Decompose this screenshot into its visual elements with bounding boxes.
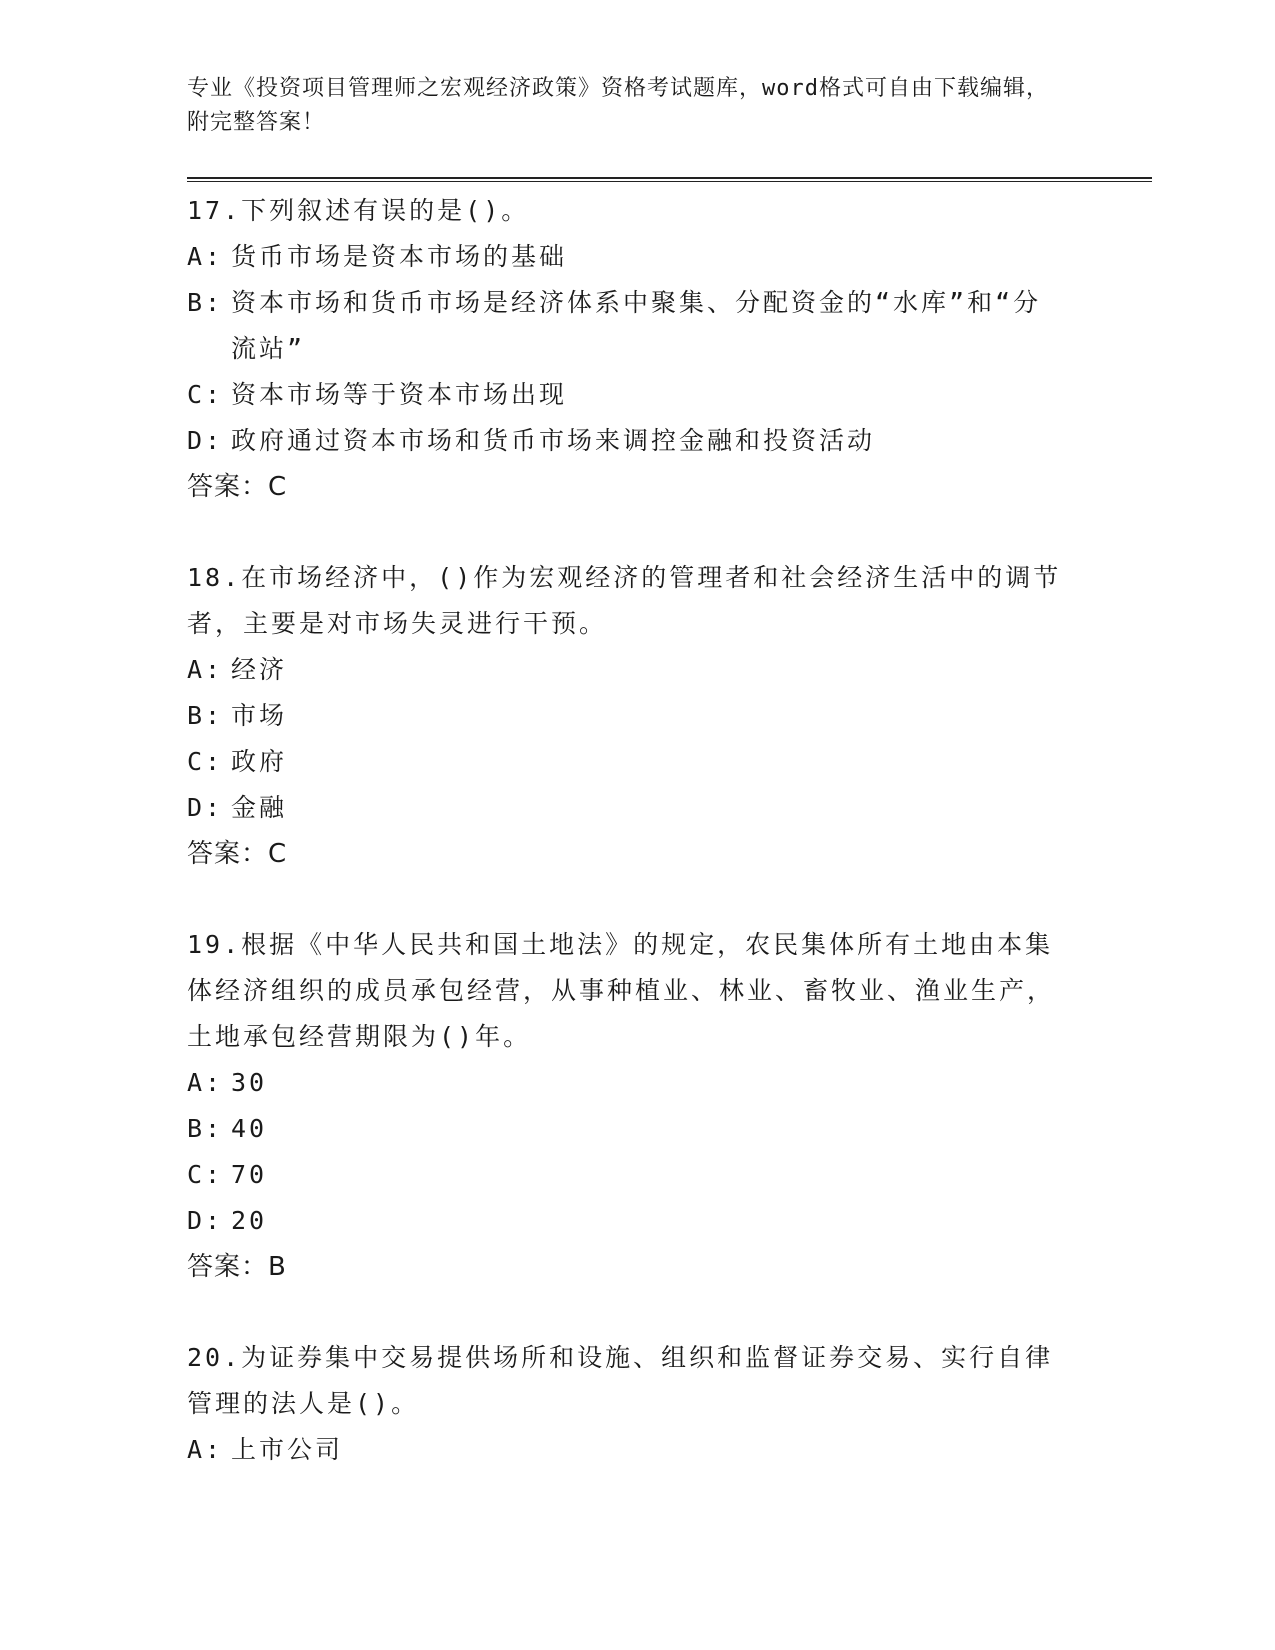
option-text: 货币市场是资本市场的基础 — [231, 242, 568, 271]
question-stem: 20.为证券集中交易提供场所和设施、组织和监督证券交易、实行自律管理的法人是()。 — [187, 1343, 1054, 1418]
option-a — [187, 1427, 1087, 1473]
question-19 — [187, 922, 1087, 1290]
option-a — [187, 1060, 1087, 1106]
option-d — [187, 418, 1087, 464]
answer-label: 答案：C — [187, 472, 288, 502]
option-text: 上市公司 — [231, 1435, 344, 1464]
option-key: B: — [187, 1114, 224, 1143]
question-18 — [187, 555, 1087, 877]
option-key: D: — [187, 1206, 224, 1235]
option-c — [187, 372, 1087, 418]
option-text: 金融 — [231, 793, 288, 822]
option-c — [187, 1152, 1087, 1198]
question-stem: 17.下列叙述有误的是()。 — [187, 196, 530, 225]
option-key: C: — [187, 1160, 224, 1189]
option-key: A: — [187, 655, 224, 684]
option-key: C: — [187, 747, 224, 776]
question-20 — [187, 1335, 1087, 1473]
question-list — [187, 188, 1087, 1518]
option-key: D: — [187, 426, 224, 455]
option-b — [187, 1106, 1087, 1152]
option-text: 经济 — [231, 655, 288, 684]
option-c — [187, 739, 1087, 785]
option-key: B: — [187, 288, 224, 317]
option-key: D: — [187, 793, 224, 822]
option-key: A: — [187, 1435, 224, 1464]
option-key: C: — [187, 380, 224, 409]
option-key: B: — [187, 701, 224, 730]
question-stem: 19.根据《中华人民共和国土地法》的规定，农民集体所有土地由本集体经济组织的成员承包经营，从事种植业、林业、畜牧业、渔业生产，土地承包经营期限为()年。 — [187, 930, 1056, 1051]
option-d — [187, 785, 1087, 831]
option-key: A: — [187, 242, 224, 271]
option-a — [187, 234, 1087, 280]
option-text: 30 — [231, 1068, 268, 1097]
header-divider — [187, 177, 1152, 182]
option-text: 市场 — [231, 701, 288, 730]
option-text: 70 — [231, 1160, 268, 1189]
option-key: A: — [187, 1068, 224, 1097]
option-text: 政府 — [231, 747, 288, 776]
option-a — [187, 647, 1087, 693]
option-b — [187, 693, 1087, 739]
option-d — [187, 1198, 1087, 1244]
answer-label: 答案：B — [187, 1252, 287, 1282]
question-stem: 18.在市场经济中，()作为宏观经济的管理者和社会经济生活中的调节者，主要是对市场失灵进行干预。 — [187, 563, 1062, 638]
option-text: 20 — [231, 1206, 268, 1235]
option-b — [187, 280, 1087, 372]
option-text: 40 — [231, 1114, 268, 1143]
option-text: 资本市场和货币市场是经济体系中聚集、分配资金的“水库”和“分流站” — [231, 288, 1042, 363]
option-text: 政府通过资本市场和货币市场来调控金融和投资活动 — [231, 426, 876, 455]
question-17 — [187, 188, 1087, 510]
option-text: 资本市场等于资本市场出现 — [231, 380, 568, 409]
answer-label: 答案：C — [187, 839, 288, 869]
document-intro: 专业《投资项目管理师之宏观经济政策》资格考试题库，word格式可自由下载编辑，附完整答案！ — [187, 76, 1049, 135]
